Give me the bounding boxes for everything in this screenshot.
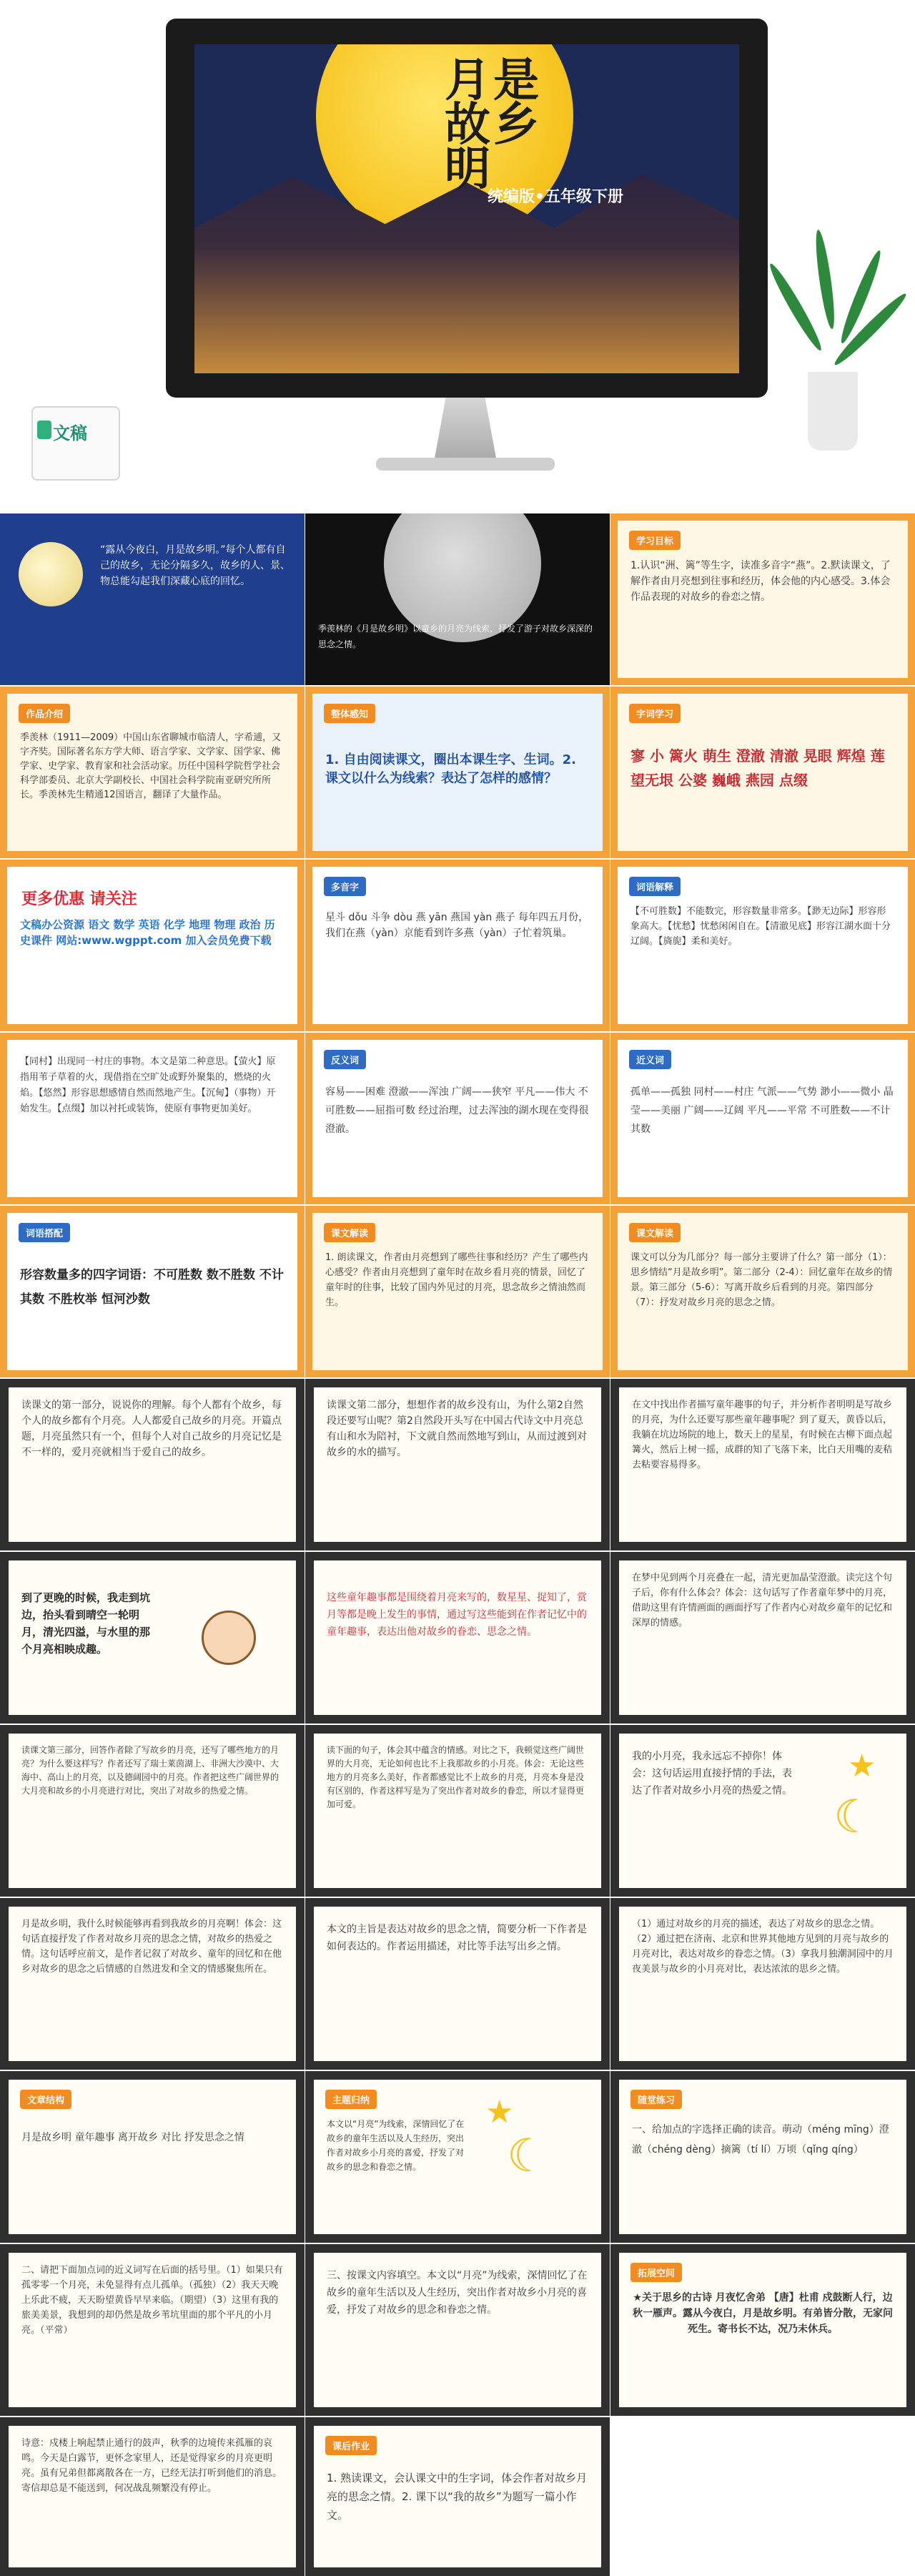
slide-12[interactable]: 近义词 孤单——孤独 同村——村庄 气派——气势 渺小——微小 晶莹——美丽 广阔——辽阔 平凡——平常 不可胜数——不计其数 xyxy=(610,1033,915,1204)
monitor-screen xyxy=(194,44,739,373)
rooftops-image xyxy=(194,166,739,373)
plant-decoration xyxy=(786,215,879,458)
monitor-base xyxy=(376,458,555,471)
slide-34[interactable]: 诗意：戍楼上响起禁止通行的鼓声，秋季的边境传来孤雁的哀鸣。今天是白露节，更怀念家里人，还是觉得家乡的月亮更明亮。虽有兄弟但都离散各在一方，已经无法打听到他们的消息。寄信却总是不能送到，何况战乱频繁没有停止。 xyxy=(0,2417,305,2576)
slide-3[interactable]: 学习目标 1.认识“洲、篱”等生字，读准多音字“燕”。2.默读课文，了解作者由月亮想到往事和经历，体会他的内心感受。3.体会作品表现的对故乡的眷恋之情。 xyxy=(610,513,915,685)
slide-33[interactable]: 拓展空间 ★关于思乡的古诗 月夜忆舍弟 【唐】杜甫 戍鼓断人行，边秋一雁声。露从今夜白，月是故乡明。有弟皆分散，无家问死生。寄书长不达，况乃未休兵。 xyxy=(610,2244,915,2416)
slide-23[interactable]: 读下面的句子，体会其中蕴含的情感。对比之下，我顿觉这些广阔世界的大月亮，无论如何也比不上我那故乡的小月亮。体会：无论这些地方的月亮多么美好，作者都感觉比不上故乡的月亮，月亮本身是没有区别的，作者这样写是为了突出作者对故乡的眷恋，所以才显得更加可爱。 xyxy=(305,1725,610,1897)
slide-21[interactable]: 在梦中见到两个月亮叠在一起，清光更加晶莹澄澈。读完这个句子后，你有什么体会？体会：这句话写了作者童年梦中的月亮，借助这里有许情画面的画面抒写了作者内心对故乡童年的记忆和深厚的情感。 xyxy=(610,1552,915,1724)
slide-11[interactable]: 反义词 容易——困难 澄澈——浑浊 广阔——狭窄 平凡——伟大 不可胜数——屈指可数 经过治理，过去浑浊的湖水现在变得很澄澈。 xyxy=(305,1033,610,1204)
monitor-frame xyxy=(166,19,768,398)
slide-7[interactable]: 更多优惠 请关注 文稿办公资源 语文 数学 英语 化学 地理 物理 政治 历史课件 网站:www.wgppt.com 加入会员免费下载 xyxy=(0,860,305,1031)
star-icon: ★ xyxy=(848,1748,876,1784)
moon-image xyxy=(19,542,83,606)
slide-18[interactable]: 在文中找出作者描写童年趣事的句子，并分析作者明明是写故乡的月亮，为什么还要写那些童年趣事呢？到了夏天，黄昏以后，我躺在坑边场院的地上，数天上的星星，有时候在古柳下面点起篝火，然后上树一摇，成群的知了飞落下来，比白天用嘴的麦秸去粘要容易得多。 xyxy=(610,1379,915,1550)
slide-26[interactable]: 本文的主旨是表达对故乡的思念之情，简要分析一下作者是如何表达的。作者运用描述，对比等手法写出乡之情。 xyxy=(305,1898,610,2070)
slide-13[interactable]: 词语搭配 形容数量多的四字词语：不可胜数 数不胜数 不计其数 不胜枚举 恒河沙数 xyxy=(0,1206,305,1377)
slide-17[interactable]: 读课文第二部分，想想作者的故乡没有山，为什么第2自然段还要写山呢？第2自然段开头写在中国古代诗文中月亮总有山和水为陪衬，下文就自然而然地写到山，从而过渡到对故乡的水的描写。 xyxy=(305,1379,610,1550)
slide-30[interactable]: 随堂练习 一、给加点的字选择正确的读音。萌动（méng mīng）澄澈（chéng dèng）摘篱（tí lí）万顷（qǐng qíng） xyxy=(610,2071,915,2243)
slide-10[interactable]: 【同村】出现同一村庄的事物。本文是第二种意思。【萤火】原指用苇子草着的火，现借指在空旷处或野外聚集的，燃烧的火焰。【悠然】形容思想感情自然而然地产生。【沉甸】（事物）开始发生。【点缀】加以衬托或装饰，使原有事物更加美好。 xyxy=(0,1033,305,1204)
slide-20[interactable]: 这些童年趣事都是围绕着月亮来写的，数星星、捉知了，赏月等都是晚上发生的事情，通过写这些能到在作者记忆中的童年趣事，表达出他对故乡的眷恋、思念之情。 xyxy=(305,1552,610,1724)
slide-29[interactable]: 主题归纳 本文以“月亮”为线索，深情回忆了在故乡的童年生活以及人生经历，突出作者对故乡小月亮的喜爱，抒发了对故乡的思念和眷恋之情。 ☾ ★ xyxy=(305,2071,610,2243)
cover-title: 月是故乡明 xyxy=(445,54,542,196)
slide-5[interactable]: 整体感知 1. 自由阅读课文，圈出本课生字、生词。2. 课文以什么为线索？表达了怎样的感情？ xyxy=(305,687,610,858)
slide-27[interactable]: （1）通过对故乡的月亮的描述，表达了对故乡的思念之情。（2）通过把在济南、北京和世界其他地方见到的月亮与故乡的月亮对比，表达对故乡的眷恋之情。（3）拿我月独潮洞园中的月夜美景与故乡的小月亮对比，表达浓浓的思乡之情。 xyxy=(610,1898,915,2070)
slide-19[interactable]: 到了更晚的时候，我走到坑边，抬头看到晴空一轮明月，清光四溢，与水里的那个月亮相映成趣。 xyxy=(0,1552,305,1724)
hero-banner xyxy=(0,0,915,501)
moon-icon: ☾ xyxy=(507,2130,548,2183)
moon-icon: ☾ xyxy=(834,1791,875,1844)
slide-16[interactable]: 读课文的第一部分，说说你的理解。每个人都有个故乡，每个人的故乡都有个月亮。人人都爱自己故乡的月亮。开篇点题，月亮虽然只有一个，但每个人对自己故乡的月亮记忆是不一样的，爱月亮就相当于爱自己的故乡。 xyxy=(0,1379,305,1550)
slide-8[interactable]: 多音字 星斗 dǒu 斗争 dòu 燕 yān 燕国 yàn 燕子 每年四五月份，我们在燕（yàn）京能看到许多燕（yàn）子忙着筑巢。 xyxy=(305,860,610,1031)
cover-subtitle: 统编版•五年级下册 xyxy=(488,188,624,206)
slide-1[interactable]: “露从今夜白，月是故乡明。”每个人都有自己的故乡，无论分隔多久，故乡的人、景、物总能勾起我们深藏心底的回忆。 xyxy=(0,513,305,685)
slide-6[interactable]: 字词学习 寥 小 篱火 萌生 澄澈 清澈 晃眼 辉煌 莲 望无垠 公婆 巍峨 燕园 点缀 xyxy=(610,687,915,858)
child-illustration xyxy=(202,1611,256,1665)
slide-25[interactable]: 月是故乡明，我什么时候能够再看到我故乡的月亮啊！体会：这句话直接抒发了作者对故乡月亮的思念之情，对故乡的热爱之情。这句话呼应前文，是作者记叙了对故乡、童年的回忆和在他乡对故乡的思念之后情感的自然进发和全文的情感聚焦所在。 xyxy=(0,1898,305,2070)
slide-4[interactable]: 作品介绍 季羡林（1911—2009）中国山东省聊城市临清人，字希逋，又字齐奘。国际著名东方学大师、语言学家、文学家、国学家、佛学家、史学家、教育家和社会活动家。历任中国科学院哲学社会科学部委员、北京大学副校长、中国社会科学院南亚研究所所长。季羡林先生精通12国语言，翻译了大量作品。 xyxy=(0,687,305,858)
monitor-stand xyxy=(426,398,505,462)
slide-28[interactable]: 文章结构 月是故乡明 童年趣事 离开故乡 对比 抒发思念之情 xyxy=(0,2071,305,2243)
slide-32[interactable]: 三、按课文内容填空。本文以“月亮”为线索，深情回忆了在故乡的童年生活以及人生经历，突出作者对故乡小月亮的喜爱，抒发了对故乡的思念和眷恋之情。 xyxy=(305,2244,610,2416)
slide-14[interactable]: 课文解读 1. 朗读课文，作者由月亮想到了哪些往事和经历？产生了哪些内心感受？作者由月亮想到了童年时在故乡看月亮的情景，回忆了童年时的往事，比较了国内外见过的月亮，思念故乡之情油然而生。 xyxy=(305,1206,610,1377)
slide-2[interactable]: 季羡林的《月是故乡明》以童乡的月亮为线索，抒发了游子对故乡深深的思念之情。 xyxy=(305,513,610,685)
slide-35[interactable]: 课后作业 1. 熟读课文，会认课文中的生字词，体会作者对故乡月亮的思念之情。2. 课下以“我的故乡”为题写一篇小作文。 xyxy=(305,2417,610,2576)
slide-9[interactable]: 词语解释 【不可胜数】不能数完，形容数量非常多。【渺无边际】形容形象高大。【忧愁】忧愁闲闲自在。【清澈见底】形容江湖水面十分辽阔。【旖旎】柔和美好。 xyxy=(610,860,915,1031)
slide-22[interactable]: 读课文第三部分，回答作者除了写故乡的月亮，还写了哪些地方的月亮？为什么要这样写？作者还写了瑞士莱茵湖上、非洲大沙漠中、大海中、高山上的月亮，以及德阔园中的月亮。作者把这些广阔世界的大月亮和故乡的小月亮进行对比，突出了对故乡的热爱之情。 xyxy=(0,1725,305,1897)
star-icon: ★ xyxy=(485,2094,514,2130)
document-icon xyxy=(37,421,51,439)
brand-logo: 文稿 xyxy=(31,406,117,478)
slide-24[interactable]: 我的小月亮，我永远忘不掉你！体会：这句话运用直接抒情的手法，表达了作者对故乡小月亮的热爱之情。 ☾ ★ xyxy=(610,1725,915,1897)
slide-15[interactable]: 课文解读 课文可以分为几部分？每一部分主要讲了什么？第一部分（1）：思乡情结“月是故乡明”。第二部分（2-4）：回忆童年在故乡的情景。第三部分（5-6）：写离开故乡后看到的月亮。第四部分（7）：抒发对故乡月亮的思念之情。 xyxy=(610,1206,915,1377)
slide-31[interactable]: 二、请把下面加点词的近义词写在后面的括号里。（1）如果只有孤零零一个月亮，未免显得有点儿孤单。（孤独）（2）我天天晚上乐此不疲，天天盼望黄昏早早来临。（期望）（3）这里有我的旅美美景，我想到的却仍然是故乡苇坑里面的那个平凡的小月亮。（平常） xyxy=(0,2244,305,2416)
